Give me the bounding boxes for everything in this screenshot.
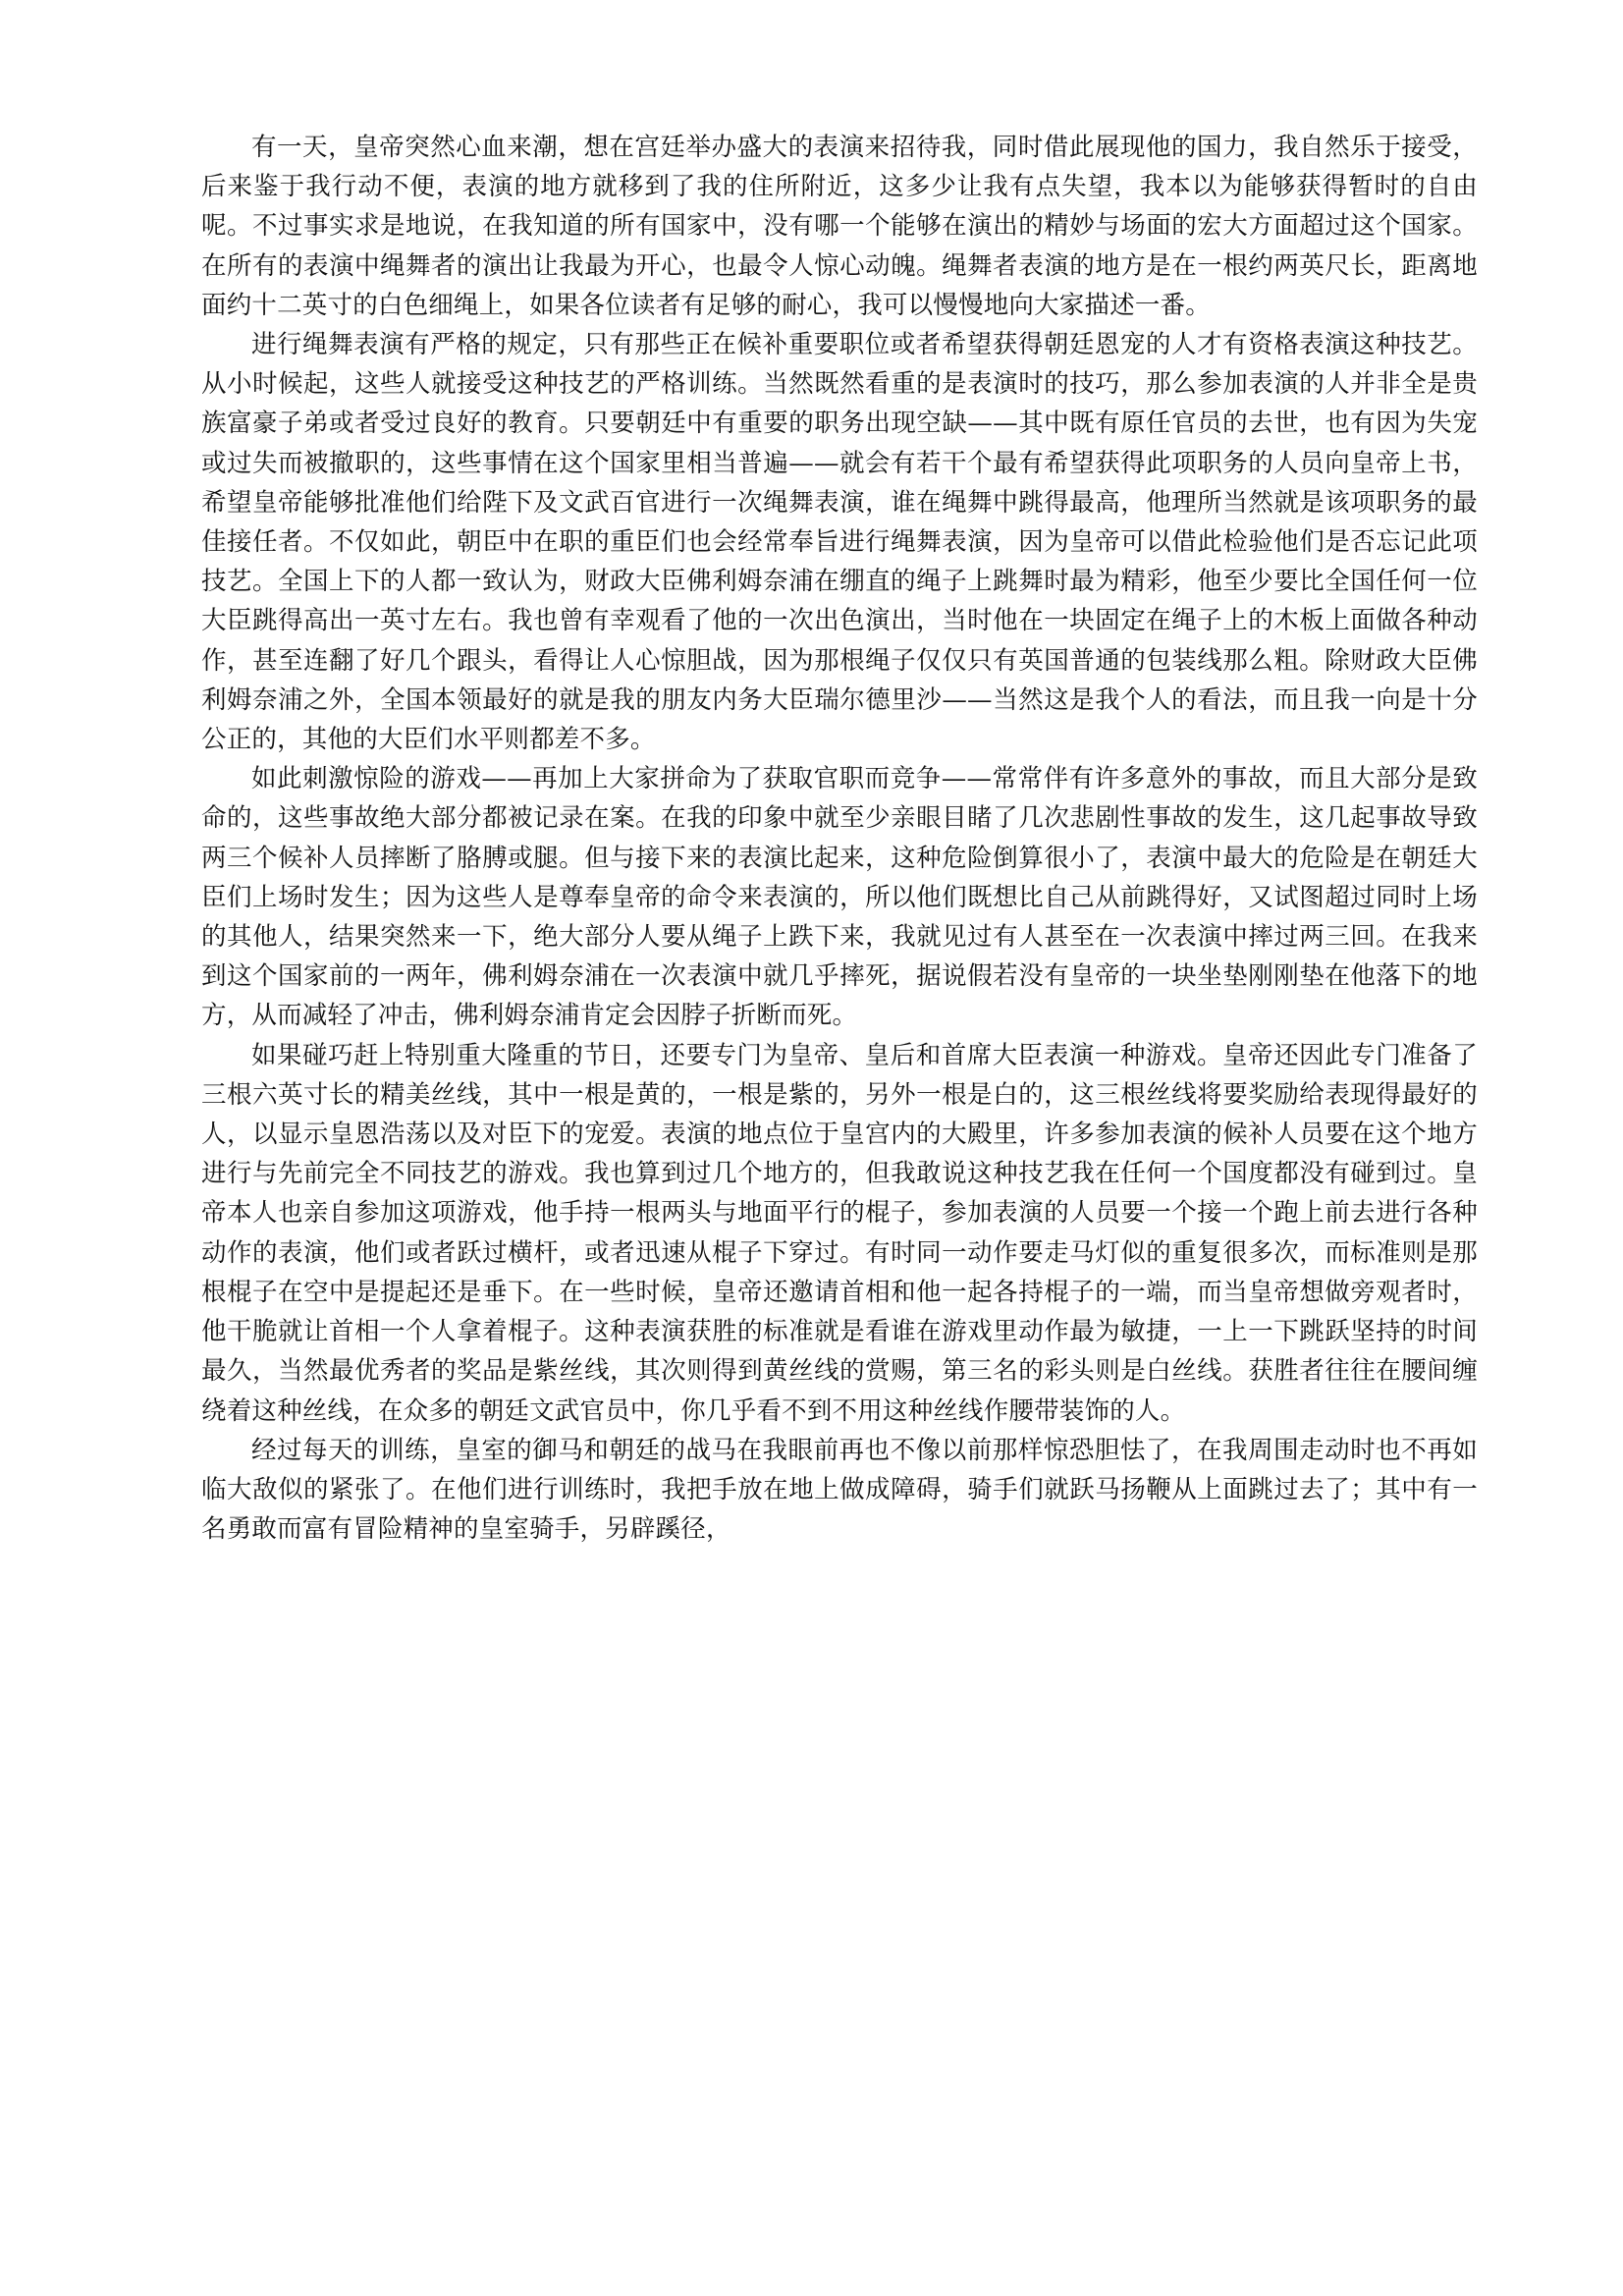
paragraph: 经过每天的训练，皇室的御马和朝廷的战马在我眼前再也不像以前那样惊恐胆怯了，在我周围走动时也不再如临大敌似的紧张了。在他们进行训练时，我把手放在地上做成障碍，骑手们就跃马扬鞭从上面跳过去了；其中有一名勇敢而富有冒险精神的皇室骑手，另辟蹊径， — [201, 1435, 1478, 1545]
paragraph: 有一天，皇帝突然心血来潮，想在宫廷举办盛大的表演来招待我，同时借此展现他的国力，我自然乐于接受，后来鉴于我行动不便，表演的地方就移到了我的住所附近，这多少让我有点失望，我本以为能够获得暂时的自由呢。不过事实求是地说，在我知道的所有国家中，没有哪一个能够在演出的精妙与场面的宏大方面超过这个国家。在所有的表演中绳舞者的演出让我最为开心，也最令人惊心动魄。绳舞者表演的地方是在一根约两英尺长，距离地面约十二英寸的白色细绳上，如果各位读者有足够的耐心，我可以慢慢地向大家描述一番。 — [201, 133, 1478, 320]
paragraph: 如此刺激惊险的游戏——再加上大家拼命为了获取官职而竞争——常常伴有许多意外的事故，而且大部分是致命的，这些事故绝大部分都被记录在案。在我的印象中就至少亲眼目睹了几次悲剧性事故的发生，这几起事故导致两三个候补人员摔断了胳膊或腿。但与接下来的表演比起来，这种危险倒算很小了，表演中最大的危险是在朝廷大臣们上场时发生；因为这些人是尊奉皇帝的命令来表演的，所以他们既想比自己从前跳得好，又试图超过同时上场的其他人，结果突然来一下，绝大部分人要从绳子上跌下来，我就见过有人甚至在一次表演中摔过两三回。在我来到这个国家前的一两年，佛利姆奈浦在一次表演中就几乎摔死，据说假若没有皇帝的一块坐垫刚刚垫在他落下的地方，从而减轻了冲击，佛利姆奈浦肯定会因脖子折断而死。 — [201, 764, 1478, 1031]
document-body — [201, 128, 1478, 1549]
paragraph: 如果碰巧赶上特别重大隆重的节日，还要专门为皇帝、皇后和首席大臣表演一种游戏。皇帝还因此专门准备了三根六英寸长的精美丝线，其中一根是黄的，一根是紫的，另外一根是白的，这三根丝线将要奖励给表现得最好的人，以显示皇恩浩荡以及对臣下的宠爱。表演的地点位于皇宫内的大殿里，许多参加表演的候补人员要在这个地方进行与先前完全不同技艺的游戏。我也算到过几个地方的，但我敢说这种技艺我在任何一个国度都没有碰到过。皇帝本人也亲自参加这项游戏，他手持一根两头与地面平行的棍子，参加表演的人员要一个接一个跑上前去进行各种动作的表演，他们或者跃过横杆，或者迅速从棍子下穿过。有时同一动作要走马灯似的重复很多次，而标准则是那根棍子在空中是提起还是垂下。在一些时候，皇帝还邀请首相和他一起各持棍子的一端，而当皇帝想做旁观者时，他干脆就让首相一个人拿着棍子。这种表演获胜的标准就是看谁在游戏里动作最为敏捷，一上一下跳跃坚持的时间最久，当然最优秀者的奖品是紫丝线，其次则得到黄丝线的赏赐，第三名的彩头则是白丝线。获胜者往往在腰间缠绕着这种丝线，在众多的朝廷文武官员中，你几乎看不到不用这种丝线作腰带装饰的人。 — [201, 1040, 1478, 1426]
paragraph: 进行绳舞表演有严格的规定，只有那些正在候补重要职位或者希望获得朝廷恩宠的人才有资格表演这种技艺。从小时候起，这些人就接受这种技艺的严格训练。当然既然看重的是表演时的技巧，那么参加表演的人并非全是贵族富豪子弟或者受过良好的教育。只要朝廷中有重要的职务出现空缺——其中既有原任官员的去世，也有因为失宠或过失而被撤职的，这些事情在这个国家里相当普遍——就会有若干个最有希望获得此项职务的人员向皇帝上书，希望皇帝能够批准他们给陛下及文武百官进行一次绳舞表演，谁在绳舞中跳得最高，他理所当然就是该项职务的最佳接任者。不仅如此，朝臣中在职的重臣们也会经常奉旨进行绳舞表演，因为皇帝可以借此检验他们是否忘记此项技艺。全国上下的人都一致认为，财政大臣佛利姆奈浦在绷直的绳子上跳舞时最为精彩，他至少要比全国任何一位大臣跳得高出一英寸左右。我也曾有幸观看了他的一次出色演出，当时他在一块固定在绳子上的木板上面做各种动作，甚至连翻了好几个跟头，看得让人心惊胆战，因为那根绳子仅仅只有英国普通的包装线那么粗。除财政大臣佛利姆奈浦之外，全国本领最好的就是我的朋友内务大臣瑞尔德里沙——当然这是我个人的看法，而且我一向是十分公正的，其他的大臣们水平则都差不多。 — [201, 330, 1478, 755]
